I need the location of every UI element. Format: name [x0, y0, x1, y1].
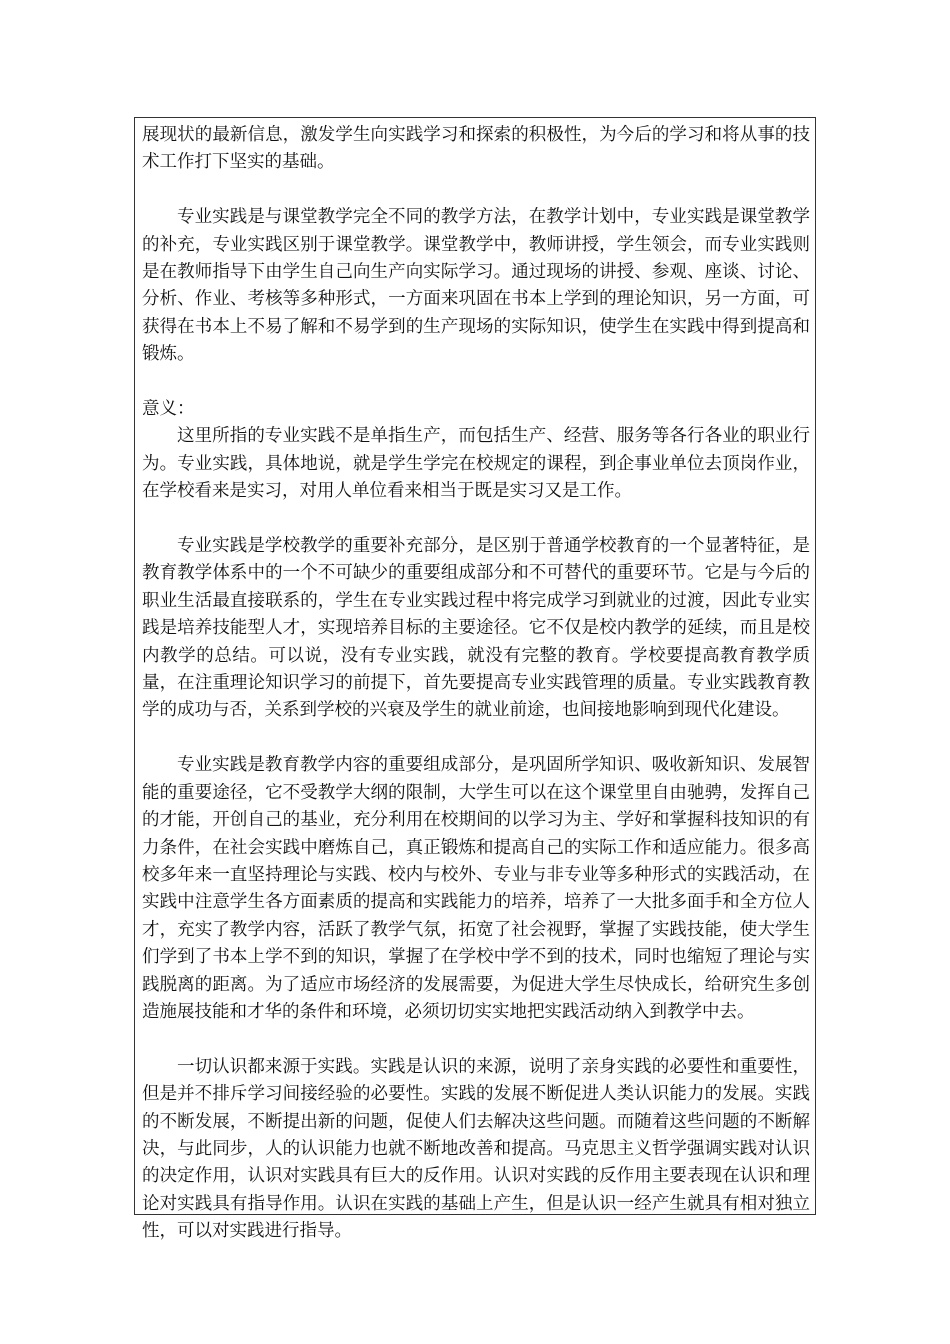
- document-body: [142, 122, 810, 1246]
- paragraph-continued: 展现状的最新信息，激发学生向实践学习和探索的积极性，为今后的学习和将从事的技术工作打下坚实的基础。: [142, 125, 810, 173]
- paragraph-definition: 这里所指的专业实践不是单指生产，而包括生产、经营、服务等各行各业的职业行为。专业实践，具体地说，就是学生学完在校规定的课程，到企事业单位去顶岗作业，在学校看来是实习，对用人单位看来相当于既是实习又是工作。: [142, 426, 810, 502]
- paragraph-gap: [142, 506, 810, 533]
- section-heading-meaning: 意义：: [142, 399, 195, 420]
- paragraph-gap: [142, 1026, 810, 1053]
- paragraph-gap: [142, 177, 810, 204]
- paragraph-practice-method: 专业实践是与课堂教学完全不同的教学方法，在教学计划中，专业实践是课堂教学的补充，专业实践区别于课堂教学。课堂教学中，教师讲授，学生领会，而专业实践则是在教师指导下由学生自己向生产向实际学习。通过现场的讲授、参观、座谈、讨论、分析、作业、考核等多种形式，一方面来巩固在书本上学到的理论知识，另一方面，可获得在书本上不易了解和不易学到的生产现场的实际知识，使学生在实践中得到提高和锻炼。: [142, 207, 810, 365]
- paragraph-content-component: 专业实践是教育教学内容的重要组成部分，是巩固所学知识、吸收新知识、发展智能的重要途径，它不受教学大纲的限制，大学生可以在这个课堂里自由驰骋，发挥自己的才能，开创自己的基业，充分利用在校期间的以学习为主、学好和掌握科技知识的有力条件，在社会实践中磨炼自己，真正锻炼和提高自己的实际工作和适应能力。很多高校多年来一直坚持理论与实践、校内与校外、专业与非专业等多种形式的实践活动，在实践中注意学生各方面素质的提高和实践能力的培养，培养了一大批多面手和全方位人才，充实了教学内容，活跃了教学气氛，拓宽了社会视野，掌握了实践技能，使大学生们学到了书本上学不到的知识，掌握了在学校中学不到的技术，同时也缩短了理论与实践脱离的距离。为了适应市场经济的发展需要，为促进大学生尽快成长，给研究生多创造施展技能和才华的条件和环境，必须切切实实地把实践活动纳入到教学中去。: [142, 755, 810, 1022]
- paragraph-importance: 专业实践是学校教学的重要补充部分，是区别于普通学校教育的一个显著特征，是教育教学体系中的一个不可缺少的重要组成部分和不可替代的重要环节。它是与今后的职业生活最直接联系的，学生在专业实践过程中将完成学习到就业的过渡，因此专业实践是培养技能型人才，实现培养目标的主要途径。它不仅是校内教学的延续，而且是校内教学的总结。可以说，没有专业实践，就没有完整的教育。学校要提高教育教学质量，在注重理论知识学习的前提下，首先要提高专业实践管理的质量。专业实践教育教学的成功与否，关系到学校的兴衰及学生的就业前途，也间接地影响到现代化建设。: [142, 536, 810, 721]
- paragraph-gap: [142, 725, 810, 752]
- paragraph-gap: [142, 369, 810, 396]
- paragraph-knowledge-source: 一切认识都来源于实践。实践是认识的来源，说明了亲身实践的必要性和重要性，但是并不排斥学习间接经验的必要性。实践的发展不断促进人类认识能力的发展。实践的不断发展，不断提出新的问题，促使人们去解决这些问题。而随着这些问题的不断解决，与此同步，人的认识能力也就不断地改善和提高。马克思主义哲学强调实践对认识的决定作用，认识对实践具有巨大的反作用。认识对实践的反作用主要表现在认识和理论对实践具有指导作用。认识在实践的基础上产生，但是认识一经产生就具有相对独立性，可以对实践进行指导。: [142, 1056, 810, 1242]
